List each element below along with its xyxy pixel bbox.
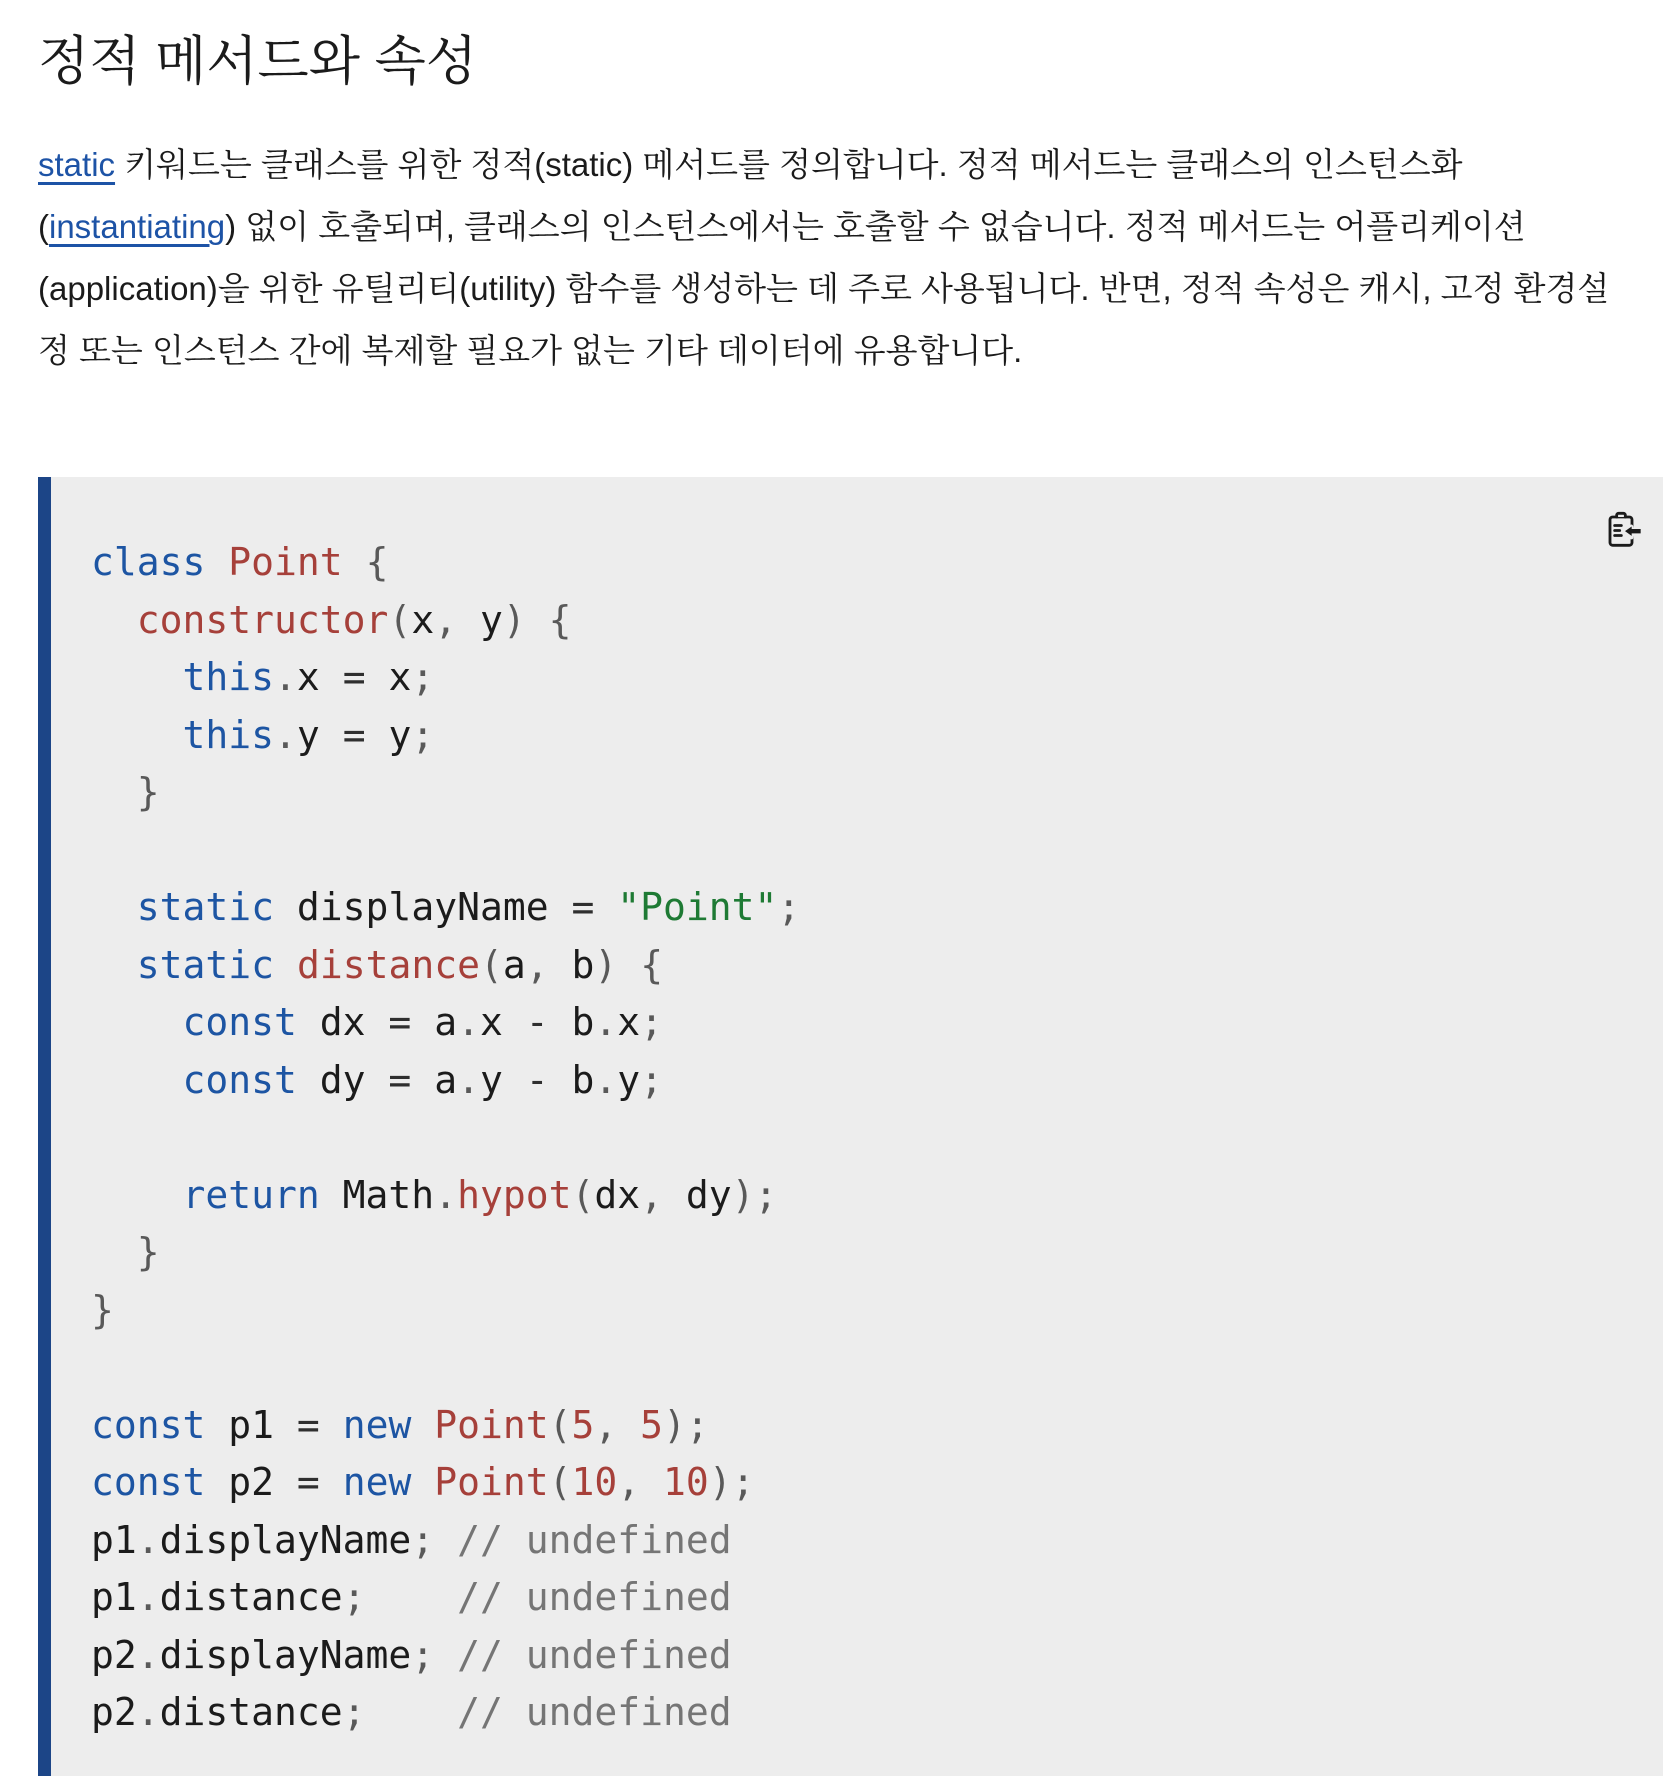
code-line: p2.displayName; // undefined	[91, 1632, 732, 1677]
code-line: const p2 = new Point(10, 10);	[91, 1460, 755, 1504]
copy-code-button[interactable]	[1603, 510, 1643, 550]
code-line: return Math.hypot(dx, dy);	[182, 1172, 778, 1217]
code-line	[91, 1339, 1623, 1397]
code-line	[91, 1109, 1623, 1167]
code-line	[91, 822, 1623, 880]
code-line: }	[136, 1230, 160, 1274]
code-line: p2.distance; // undefined	[91, 1690, 732, 1734]
code-line: p1.distance; // undefined	[91, 1575, 732, 1619]
article	[0, 30, 1668, 1776]
intro-paragraph	[38, 134, 1640, 382]
clipboard-arrow-icon	[1603, 510, 1643, 550]
code-line: const dy = a.y - b.y;	[182, 1057, 664, 1102]
code-line: this.y = y;	[182, 712, 435, 757]
code-line: }	[136, 770, 160, 814]
intro-text-2: ) 없이 호출되며, 클래스의 인스턴스에서는 호출할 수 없습니다. 정적 메서드는 어플리케이션(application)을 위한 유틸리티(utility) 함수를 생성하는 데 주로 사용됩니다. 반면, 정적 속성은 캐시, 고정 환경설정 또는 인스턴스 간에 복제할 필요가 없는 기타 데이터에 유용합니다.	[38, 208, 1610, 369]
code-line: static distance(a, b) {	[136, 942, 664, 987]
link-static[interactable]: static	[38, 146, 116, 183]
code-line: constructor(x, y) {	[136, 597, 572, 642]
link-instantiating[interactable]: instantiating	[49, 208, 226, 245]
code-line: p1.displayName; // undefined	[91, 1517, 732, 1562]
code-line: }	[91, 1287, 114, 1332]
code-line: const dx = a.x - b.x;	[182, 1000, 664, 1044]
code-line: const p1 = new Point(5, 5);	[91, 1402, 709, 1447]
code-line: this.x = x;	[182, 655, 435, 699]
page-title: 정적 메서드와 속성	[38, 32, 478, 91]
code-line: class Point {	[91, 540, 389, 584]
intro-text-1: 키워드는 클래스를 위한 정적(static) 메서드를 정의합니다. 정적 메서드는 클래스의 인스턴스화 (	[38, 146, 1463, 245]
code-example-block	[38, 477, 1663, 1776]
code-content	[51, 477, 1663, 1776]
code-line: static displayName = "Point";	[136, 885, 801, 929]
